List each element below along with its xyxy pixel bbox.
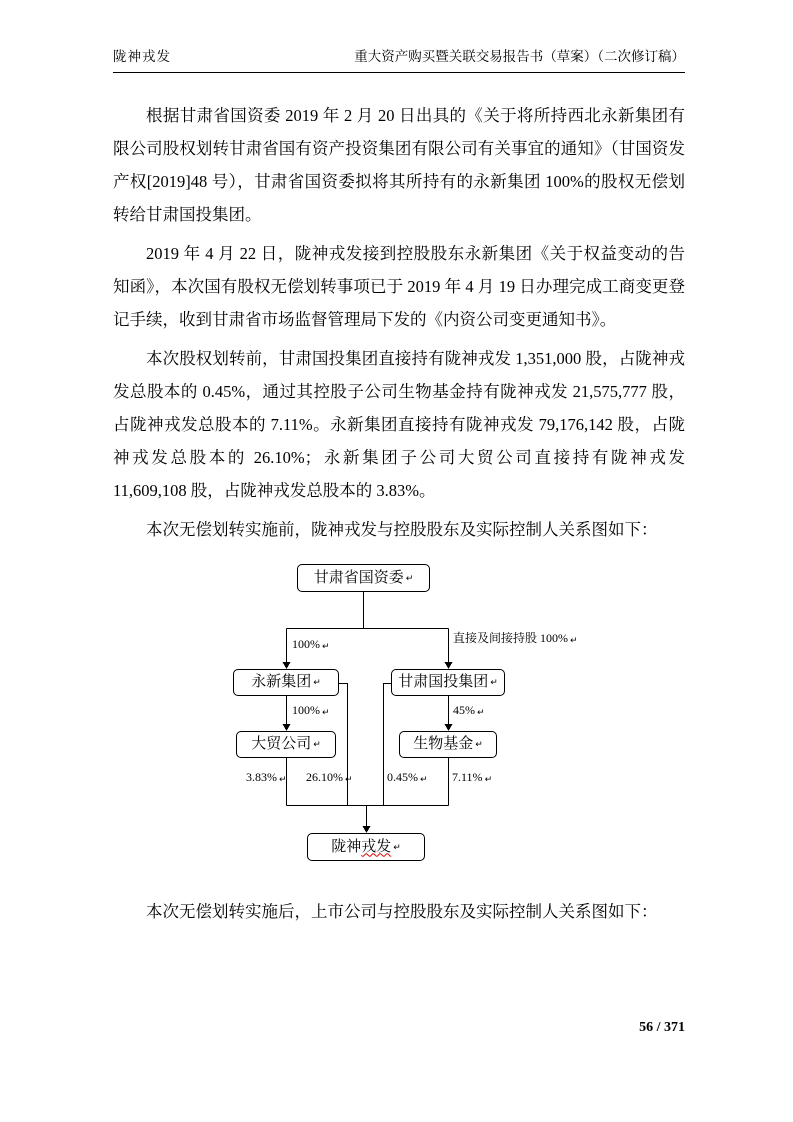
node-biology-fund <box>399 731 497 758</box>
label-text: 7.11% <box>452 770 483 784</box>
node-gansu-guotou-group <box>391 669 505 696</box>
paragraph-shareholding-before: 本次股权划转前，甘肃国投集团直接持有陇神戎发 1,351,000 股，占陇神戎发总股本的 0.45%，通过其控股子公司生物基金持有陇神戎发 21,575,777 股，占陇神戎发总股本的 7.11%。永新集团直接持有陇神戎发 79,176,142 股，占陇神戎发总股本的 26.10%；永新集团子公司大贸公司直接持有陇神戎发 11,609,108 股，占陇神戎发总股本的 3.83%。 <box>113 349 685 500</box>
label-text: 100% <box>292 637 320 651</box>
return-mark-icon: ↵ <box>490 678 498 688</box>
node-label: 永新集团 <box>251 674 312 690</box>
header-report-title: 重大资产购买暨关联交易报告书（草案）（二次修订稿） <box>354 49 685 64</box>
node-label: 甘肃国投集团 <box>398 674 489 690</box>
node-label-spellcheck: 戎发 <box>361 838 392 855</box>
node-label: 甘肃省国资委 <box>313 569 404 586</box>
node-damao-company <box>236 731 336 758</box>
label-right-branch-pct <box>453 631 578 647</box>
label-text: 3.83% <box>246 770 277 784</box>
return-mark-icon: ↵ <box>393 842 401 853</box>
return-mark-icon: ↵ <box>477 708 485 718</box>
return-mark-icon: ↵ <box>322 642 330 652</box>
node-label: 陇神 <box>331 838 362 855</box>
return-mark-icon: ↵ <box>420 775 428 785</box>
return-mark-icon: ↵ <box>322 708 330 718</box>
return-mark-icon: ↵ <box>484 775 493 785</box>
return-mark-icon: ↵ <box>345 775 353 785</box>
label-damao-pct <box>246 770 287 786</box>
page-number: 56 / 371 <box>639 1020 685 1035</box>
return-mark-icon: ↵ <box>313 678 321 688</box>
label-guotou-to-shengwu-pct <box>453 703 485 719</box>
paragraph-equity-change-notice: 2019 年 4 月 22 日，陇神戎发接到控股股东永新集团《关于权益变动的告知函》，本次国有股权无偿划转事项已于 2019 年 4 月 19 日办理完成工商变更登记手续，收到甘肃省市场监督管理局下发的《内资公司变更通知书》。 <box>113 244 685 329</box>
connector-lines <box>0 563 793 873</box>
page-header <box>113 48 685 73</box>
node-yongxin-group <box>233 669 339 696</box>
node-label: 生物基金 <box>413 736 474 752</box>
node-longshen-rongfa <box>307 833 425 861</box>
header-company-name: 陇神戎发 <box>113 49 171 64</box>
label-yongxin-to-damao-pct <box>292 703 330 719</box>
label-text: 100% <box>292 703 320 717</box>
return-mark-icon: ↵ <box>475 740 483 750</box>
return-mark-icon: ↵ <box>570 636 578 646</box>
paragraph-sasac-notice: 根据甘肃省国资委 2019 年 2 月 20 日出具的《关于将所持西北永新集团有限公司股权划转甘肃省国有资产投资集团有限公司有关事宜的通知》（甘国资发产权[2019]48 号），甘肃省国资委拟将其所持有的永新集团 100%的股权无偿划转给甘肃国投集团。 <box>113 106 685 224</box>
return-mark-icon: ↵ <box>313 740 321 750</box>
node-gansu-sasac <box>297 564 430 592</box>
label-shengwu-pct <box>452 770 492 786</box>
label-left-branch-pct <box>292 637 330 653</box>
closing-paragraph: 本次无偿划转实施后，上市公司与控股股东及实际控制人关系图如下： <box>146 902 658 921</box>
label-text: 45% <box>453 703 475 717</box>
node-label: 大贸公司 <box>251 736 312 752</box>
return-mark-icon: ↵ <box>279 775 287 785</box>
label-text: 0.45% <box>387 770 418 784</box>
ownership-structure-diagram <box>0 563 793 873</box>
label-text: 26.10% <box>306 770 343 784</box>
label-yongxin-pct <box>306 770 353 786</box>
paragraph-diagram-intro: 本次无偿划转实施前，陇神戎发与控股股东及实际控制人关系图如下： <box>146 520 658 539</box>
label-text: 直接及间接持股 100% <box>453 631 568 645</box>
label-guotou-pct <box>387 770 428 786</box>
return-mark-icon: ↵ <box>405 573 414 584</box>
